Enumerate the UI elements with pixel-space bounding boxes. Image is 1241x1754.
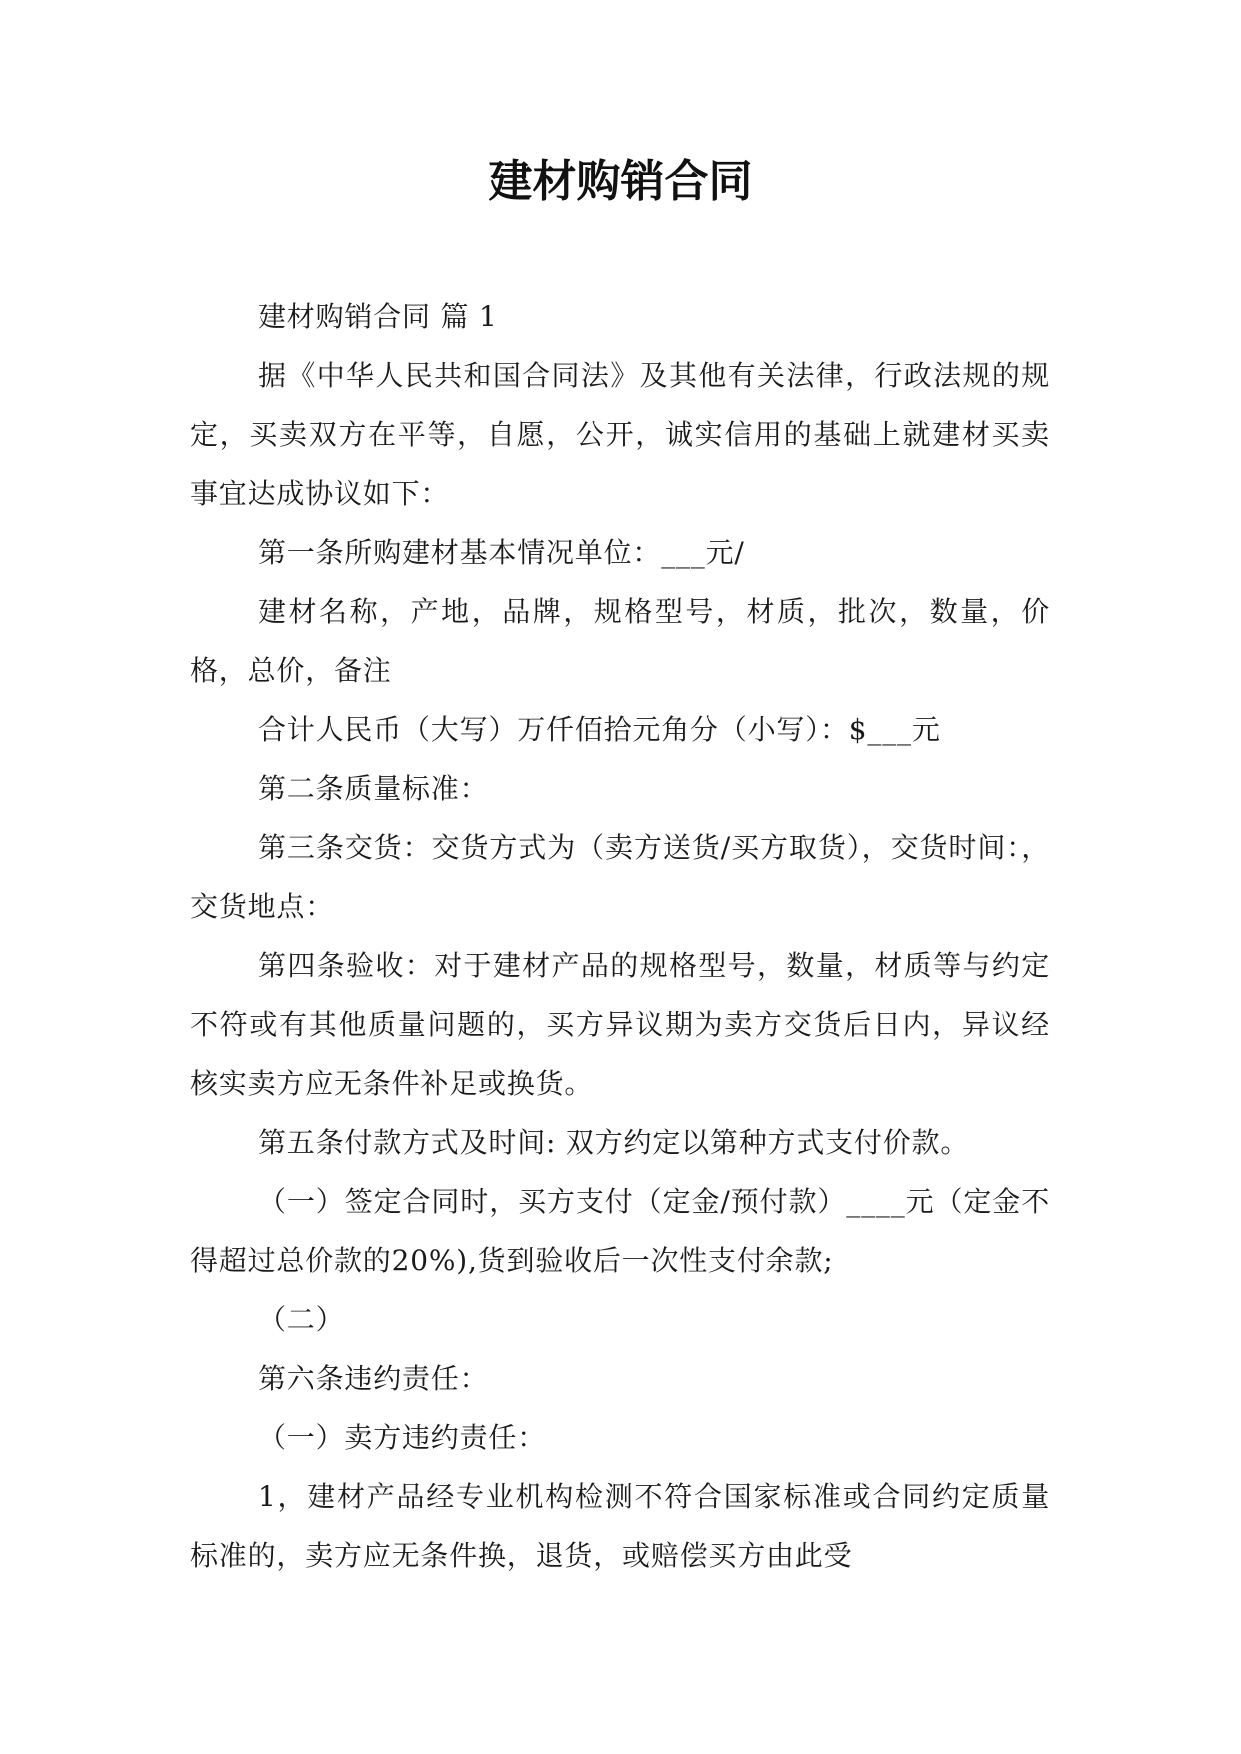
article-1-fields-paragraph: 建材名称，产地，品牌，规格型号，材质，批次，数量，价格，总价，备注 <box>190 595 1050 687</box>
article-5-item-2-paragraph: （二） <box>258 1303 345 1336</box>
article-3-paragraph: 第三条交货：交货方式为（卖方送货/买方取货），交货时间：，交货地点： <box>190 831 1050 923</box>
article-1-paragraph: 第一条所购建材基本情况单位：___元/ <box>258 536 745 569</box>
section-heading: 建材购销合同 篇 1 <box>258 300 498 333</box>
article-6-seller-paragraph: （一）卖方违约责任： <box>258 1421 547 1454</box>
article-4-paragraph: 第四条验收：对于建材产品的规格型号，数量，材质等与约定不符或有其他质量问题的，买方异议期为卖方交货后日内，异议经核实卖方应无条件补足或换货。 <box>190 949 1050 1100</box>
total-amount-paragraph: 合计人民币（大写）万仟佰拾元角分（小写）：$___元 <box>258 713 941 746</box>
document-body <box>190 287 1050 1585</box>
document-title: 建材购销合同 <box>488 156 753 207</box>
article-6-seller-item-1-paragraph: 1，建材产品经专业机构检测不符合国家标准或合同约定质量标准的，卖方应无条件换，退货，或赔偿买方由此受 <box>190 1480 1050 1572</box>
article-5-paragraph: 第五条付款方式及时间: 双方约定以第种方式支付价款。 <box>258 1126 970 1159</box>
article-6-paragraph: 第六条违约责任： <box>258 1362 489 1395</box>
article-5-item-1-paragraph: （一）签定合同时，买方支付（定金/预付款）____元（定金不得超过总价款的20%),货到验收后一次性支付余款; <box>190 1185 1050 1277</box>
preamble-paragraph: 据《中华人民共和国合同法》及其他有关法律，行政法规的规定，买卖双方在平等，自愿，公开，诚实信用的基础上就建材买卖事宜达成协议如下： <box>190 359 1050 510</box>
article-2-paragraph: 第二条质量标准： <box>258 772 489 805</box>
